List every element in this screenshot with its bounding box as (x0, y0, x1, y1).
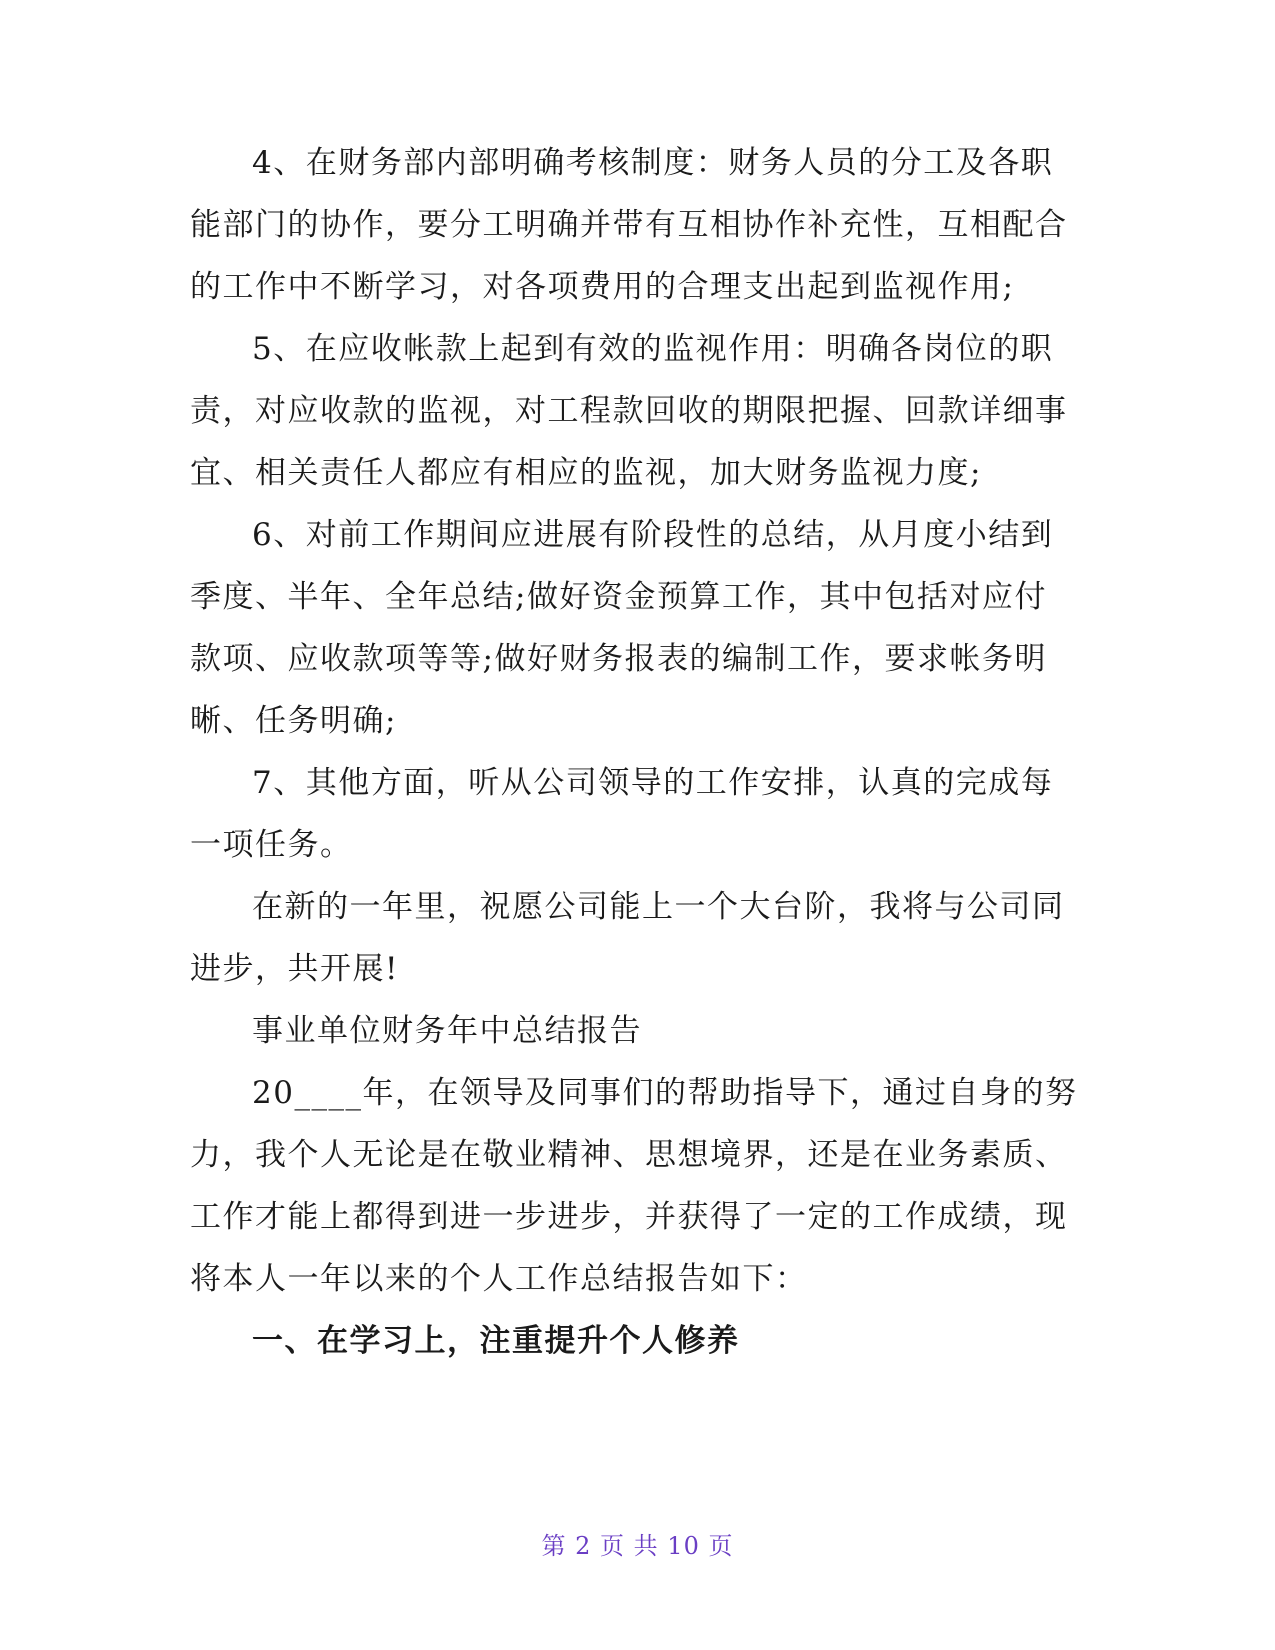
section-title: 事业单位财务年中总结报告 (252, 1013, 642, 1049)
paragraph-line: 款项、应收款项等等;做好财务报表的编制工作，要求帐务明 (190, 641, 1047, 677)
paragraph-line: 季度、半年、全年总结;做好资金预算工作，其中包括对应付 (190, 579, 1047, 615)
paragraph-line: 责，对应收款的监视，对工程款回收的期限把握、回款详细事 (190, 393, 1068, 429)
paragraph-line: 工作才能上都得到进一步进步，并获得了一定的工作成绩，现 (190, 1199, 1068, 1235)
paragraph-line: 在新的一年里，祝愿公司能上一个大台阶，我将与公司同 (252, 889, 1065, 925)
paragraph-line: 一项任务。 (190, 827, 353, 863)
paragraph-line: 能部门的协作，要分工明确并带有互相协作补充性，互相配合 (190, 207, 1068, 243)
paragraph-line: 的工作中不断学习，对各项费用的合理支出起到监视作用; (190, 269, 1015, 305)
page-number-footer: 第 2 页 共 10 页 (541, 1532, 734, 1560)
paragraph-line: 宜、相关责任人都应有相应的监视，加大财务监视力度; (190, 455, 982, 491)
paragraph-line: 4、在财务部内部明确考核制度：财务人员的分工及各职 (252, 145, 1054, 181)
paragraph-line: 力，我个人无论是在敬业精神、思想境界，还是在业务素质、 (190, 1137, 1068, 1173)
section-heading: 一、在学习上，注重提升个人修养 (252, 1323, 740, 1359)
paragraph-line: 晰、任务明确; (190, 703, 397, 739)
paragraph-line: 6、对前工作期间应进展有阶段性的总结，从月度小结到 (252, 517, 1054, 553)
paragraph-line: 将本人一年以来的个人工作总结报告如下： (190, 1261, 808, 1297)
paragraph-line: 7、其他方面，听从公司领导的工作安排，认真的完成每 (252, 765, 1054, 801)
paragraph-line: 5、在应收帐款上起到有效的监视作用：明确各岗位的职 (252, 331, 1054, 367)
paragraph-line: 进步，共开展! (190, 951, 399, 987)
paragraph-line: 20____年，在领导及同事们的帮助指导下，通过自身的努 (252, 1075, 1078, 1111)
